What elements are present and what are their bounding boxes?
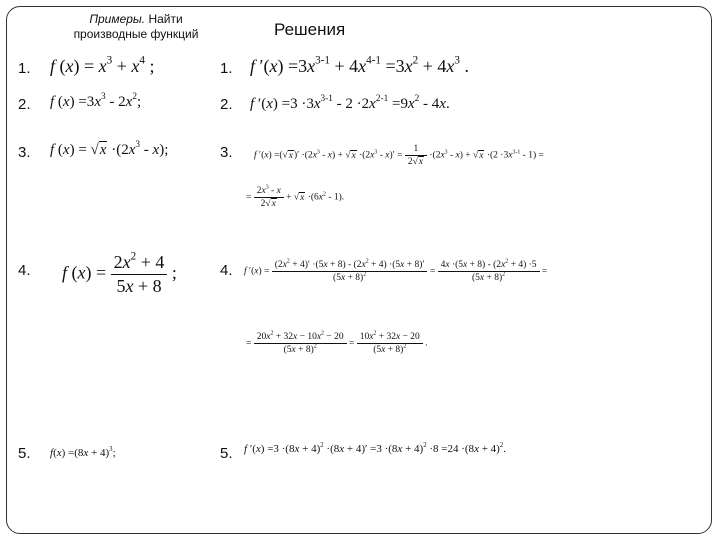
- problem-3-formula: f $(x) = √x \cdot(2x^3 - x)$;: [50, 140, 169, 158]
- solution-number-1: 1.: [220, 60, 233, 77]
- solution-1-formula: f $'(x) =3x^{3-1} + 4x^{4-1} =3x^2 + 4x^3$ .: [250, 54, 469, 76]
- examples-heading: [56, 12, 216, 42]
- solution-3-formula-line1: f $'(x) =(√x)' \cdot(2x^3 - x) + √x \cdot(2x^3 - x)'$ = $\frac{1}{2√x}$ $\cdot(2x^3 - x) + √x \cdot(2 \cdot 3x^{3-1} - 1)$ =: [254, 144, 544, 167]
- solution-number-3: 3.: [220, 144, 233, 161]
- problem-5-formula: $f(x) =(8x + 4)^3$;: [50, 445, 116, 459]
- solution-number-5: 5.: [220, 445, 233, 462]
- solutions-title: Решения: [274, 20, 346, 39]
- examples-text: Найти: [148, 12, 183, 26]
- solution-4-formula-line1: f ′(x) = $\frac{(2x^2 + 4)' \cdot(5x + 8) - (2x^2 + 4) \cdot(5x + 8)'}{(5x + 8)^2}$ = $\frac{4x \cdot(5x + 8) - (2x^2 + 4) \cdot 5}{(5x + 8)^2}$ =: [244, 258, 548, 283]
- problem-number-2: 2.: [18, 96, 31, 113]
- problem-number-4: 4.: [18, 262, 31, 279]
- problem-number-5: 5.: [18, 445, 31, 462]
- solution-3-formula-line2: = $\frac{2x^3 - x}{2√x}$ + $√x \cdot(6x^2 - 1)$.: [246, 184, 345, 209]
- problem-4-formula: f (x) = $\frac{2x^2 + 4}{5x + 8}$ ;: [62, 250, 177, 296]
- examples-subtitle: производные функций: [73, 27, 199, 41]
- solution-5-formula: f $'(x) =3 \cdot(8x + 4)^2 \cdot(8x + 4)' =3 \cdot(8x + 4)^2 \cdot 8 =24 \cdot(8x + 4)^2$.: [244, 441, 506, 455]
- examples-label: Примеры.: [89, 12, 146, 26]
- problem-1-formula: f $(x) = x^3 + x^4$ ;: [50, 54, 155, 76]
- problem-number-3: 3.: [18, 144, 31, 161]
- problem-2-formula: f $(x) =3x^3 - 2x^2$;: [50, 92, 142, 110]
- solution-number-2: 2.: [220, 96, 233, 113]
- solution-2-formula: f $'(x) =3 \cdot 3x^{3-1} - 2 \cdot 2x^{2-1} =9x^2 - 4x$.: [250, 94, 450, 112]
- problem-number-1: 1.: [18, 60, 31, 77]
- solution-number-4: 4.: [220, 262, 233, 279]
- solution-4-formula-line2: = $\frac{20x^2 + 32x - 10x^2 - 20}{(5x + 8)^2}$ = $\frac{10x^2 + 32x - 20}{(5x + 8)^2}$ .: [246, 330, 428, 355]
